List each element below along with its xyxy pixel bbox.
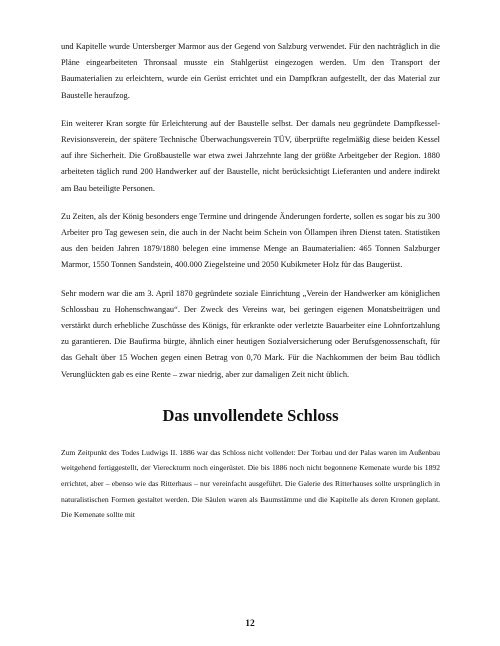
body-paragraph: Zu Zeiten, als der König besonders enge Termine und dringende Änderungen forderte, sollen es sogar bis zu 300 Arbeiter pro Tag gewesen sein, die auch in der Nacht beim Schein von Öllampen ihren Dienst taten. Statistiken aus den beiden Jahren 1879/1880 belegen eine immense Menge an Baumaterialien: 465 Tonnen Salzburger Marmor, 1550 Tonnen Sandstein, 400.000 Ziegelsteine und 2050 Kubikmeter Holz für das Baugerüst. xyxy=(61,211,440,270)
section-paragraph: Zum Zeitpunkt des Todes Ludwigs II. 1886 war das Schloss nicht vollendet: Der Torbau und der Palas waren im Außenbau weitgehend fertiggestellt, der Viereckturm noch eingerüstet. Die bis 1886 noch nicht begonnene Kemenate wurde bis 1892 errichtet, aber – ebenso wie das Ritterhaus – nur vereinfacht ausgeführt. Die Galerie des Ritterhauses sollte ursprünglich in naturalistischen Formen gestaltet werden. Die Säulen waren als Baumstämme und die Kapitelle als deren Kronen geplant. Die Kemenate sollte mit xyxy=(61,447,440,520)
body-paragraph: und Kapitelle wurde Untersberger Marmor aus der Gegend von Salzburg verwendet. Für den nachträglich in die Pläne eingearbeiteten Thronsaal musste ein Stahlgerüst eingezogen werden. Um den Transport der Baumaterialien zu erleichtern, wurde ein Gerüst errichtet und ein Dampfkran aufgestellt, der das Material zur Baustelle heraufzog. xyxy=(61,42,440,100)
body-paragraph: Sehr modern war die am 3. April 1870 gegründete soziale Einrichtung „Verein der Handwerker am königlichen Schlossbau zu Hohenschwangau“. Der Zweck des Vereins war, bei geringen eigenen Monatsbeiträgen und verstärkt durch erhebliche Zuschüsse des Königs, für erkrankte oder verletzte Bauarbeiter eine Lohnfortzahlung zu garantieren. Die Baufirma bürgte, ähnlich einer heutigen Sozialversicherung oder Berufsgenossenschaft, für das Gehalt über 15 Wochen gegen einen Betrag von 0,70 Mark. Für die Nachkommen der beim Bau tödlich Verunglückten gab es eine Rente – zwar niedrig, aber zur damaligen Zeit nicht üblich. xyxy=(61,288,440,379)
section-heading: Das unvollendete Schloss xyxy=(162,405,339,425)
body-paragraph: Ein weiterer Kran sorgte für Erleichterung auf der Baustelle selbst. Der damals neu gegründete Dampfkessel-Revisionsverein, der spätere Technische Überwachungsverein TÜV, überprüfte regelmäßig diese beiden Kessel auf ihre Sicherheit. Die Großbaustelle war etwa zwei Jahrzehnte lang der größte Arbeitgeber der Region. 1880 arbeiteten täglich rund 200 Handwerker auf der Baustelle, nicht berücksichtigt Lieferanten und andere indirekt am Bau beteiligte Personen. xyxy=(61,118,440,193)
page-number: 12 xyxy=(245,619,255,629)
